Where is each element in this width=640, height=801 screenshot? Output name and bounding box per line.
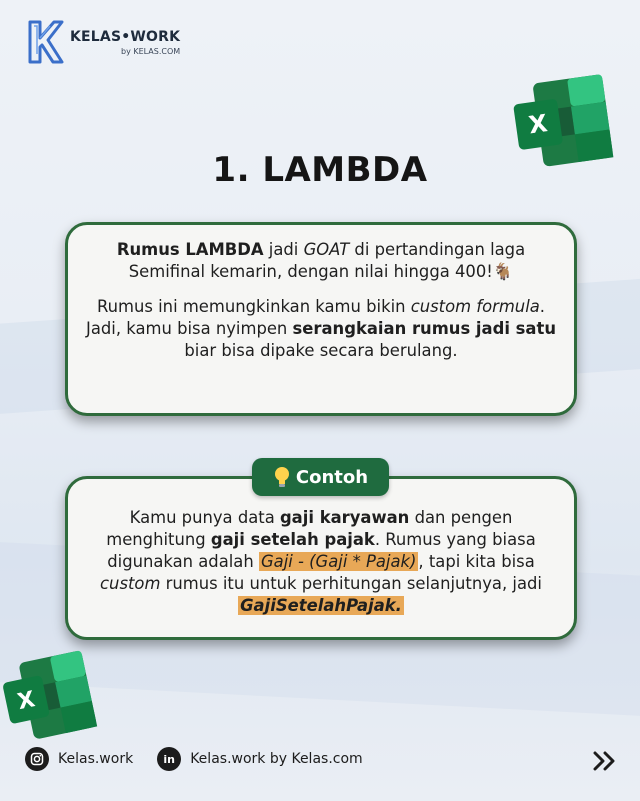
example-label-badge bbox=[252, 458, 389, 496]
linkedin-handle: Kelas.work by Kelas.com bbox=[190, 751, 363, 767]
footer bbox=[25, 747, 387, 771]
excel-icon bbox=[0, 643, 102, 750]
example-label: Contoh bbox=[295, 466, 369, 488]
kelas-logo-icon bbox=[26, 18, 64, 66]
brand-name: KELAS•WORK bbox=[70, 28, 181, 45]
svg-text:X: X bbox=[526, 109, 550, 140]
text-run: GOAT bbox=[303, 240, 350, 259]
text-run: dan pengen menghitung bbox=[106, 508, 513, 549]
instagram-handle: Kelas.work bbox=[58, 751, 134, 767]
text-run: rumus itu untuk perhitungan selanjutnya, jadi bbox=[160, 574, 542, 593]
description-card bbox=[65, 222, 577, 416]
lightbulb-icon bbox=[273, 466, 291, 488]
example-paragraph bbox=[86, 507, 556, 617]
next-arrow-icon[interactable] bbox=[592, 750, 618, 772]
description-paragraph-1 bbox=[86, 239, 556, 283]
text-run: . Jadi, kamu bisa nyimpen bbox=[86, 297, 546, 338]
text-run: serangkaian rumus jadi satu bbox=[292, 319, 556, 338]
brand-logo bbox=[26, 18, 180, 66]
text-run: Gaji - (Gaji * Pajak) bbox=[260, 552, 417, 571]
brand-sub: by KELAS.COM bbox=[120, 46, 181, 56]
text-run: . Rumus yang biasa digunakan adalah bbox=[107, 530, 536, 571]
text-run: custom formula bbox=[410, 297, 540, 316]
text-run: di pertandingan laga Semifinal kemarin, dengan nilai hingga 400! bbox=[128, 240, 526, 281]
instagram-icon bbox=[25, 747, 49, 771]
text-run: gaji karyawan bbox=[279, 508, 410, 527]
page-title: 1. LAMBDA bbox=[212, 150, 428, 190]
text-run: 🐐 bbox=[492, 262, 514, 281]
linkedin-icon: in bbox=[157, 747, 181, 771]
svg-text:X: X bbox=[15, 687, 38, 716]
text-run: biar bisa dipake secara berulang. bbox=[184, 341, 458, 360]
text-run: jadi bbox=[263, 240, 304, 259]
text-run: custom bbox=[100, 574, 161, 593]
instagram-link[interactable] bbox=[25, 747, 133, 771]
text-run: Rumus LAMBDA bbox=[116, 240, 264, 259]
text-run: Rumus ini memungkinkan kamu bikin bbox=[96, 297, 411, 316]
text-run: GajiSetelahPajak. bbox=[240, 596, 402, 615]
description-paragraph-2 bbox=[86, 296, 556, 362]
text-run: gaji setelah pajak bbox=[210, 530, 375, 549]
linkedin-link[interactable] bbox=[157, 747, 362, 771]
example-card bbox=[65, 476, 577, 640]
text-run: Kamu punya data bbox=[129, 508, 280, 527]
text-run: , tapi kita bisa bbox=[418, 552, 535, 571]
